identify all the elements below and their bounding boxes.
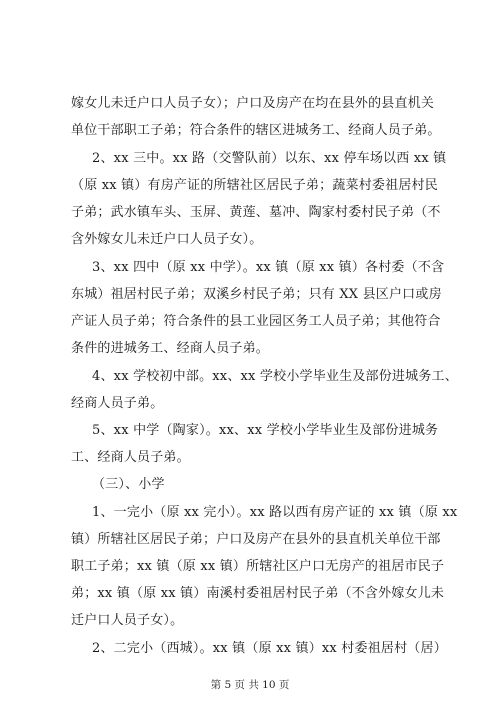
text-line: 东城）祖居村民子弟；双溪乡村民子弟；只有 XX 县区户口或房 <box>71 287 442 302</box>
text-line: 含外嫁女儿未迁户口人员子女）。 <box>71 232 263 247</box>
text-line: 3、xx 四中（原 xx 中学）。xx 镇（原 xx 镇）各村委（不含 <box>92 260 445 275</box>
text-line: 职工子弟；xx 镇（原 xx 镇）所辖社区户口无房产的祖居市民子 <box>71 559 445 574</box>
page-number-footer: 第 5 页 共 10 页 <box>210 679 290 691</box>
text-line: 产证人员子弟；符合条件的县工业园区务工人员子弟；其他符合 <box>71 314 441 329</box>
text-line: 2、xx 三中。xx 路（交警队前）以东、xx 停车场以西 xx 镇 <box>92 151 447 166</box>
text-line: 工、经商人员子弟。 <box>71 450 190 465</box>
text-line: （原 xx 镇）有房产证的所辖社区居民子弟；蔬菜村委祖居村民 <box>71 178 438 193</box>
section-heading: （三）、小学 <box>92 477 165 492</box>
text-line: 镇）所辖社区居民子弟；户口及房产在县外的县直机关单位干部 <box>71 532 441 547</box>
text-line: 经商人员子弟。 <box>71 396 164 411</box>
text-line: 子弟；武水镇车头、玉屏、黄莲、墓冲、陶家村委村民子弟（不 <box>71 205 441 220</box>
text-line: 单位干部职工子弟；符合条件的辖区进城务工、经商人员子弟。 <box>71 123 441 138</box>
text-line: 5、xx 中学（陶家）。xx、xx 学校小学毕业生及部份进城务 <box>92 423 439 438</box>
text-line: 1、一完小（原 xx 完小）。xx 路以西有房产证的 xx 镇（原 xx <box>92 505 458 520</box>
text-line: 2、二完小（西城）。xx 镇（原 xx 镇）xx 村委祖居村（居） <box>92 641 447 656</box>
text-line: 迁户口人员子女）。 <box>71 613 184 628</box>
text-line: 条件的进城务工、经商人员子弟。 <box>71 341 270 356</box>
text-line: 4、xx 学校初中部。xx、xx 学校小学毕业生及部份进城务工、 <box>92 369 458 384</box>
text-line: 嫁女儿未迁户口人员子女）；户口及房产在均在县外的县直机关 <box>71 96 435 111</box>
text-line: 弟；xx 镇（原 xx 镇）南溪村委祖居村民子弟（不含外嫁女儿未 <box>71 586 445 601</box>
